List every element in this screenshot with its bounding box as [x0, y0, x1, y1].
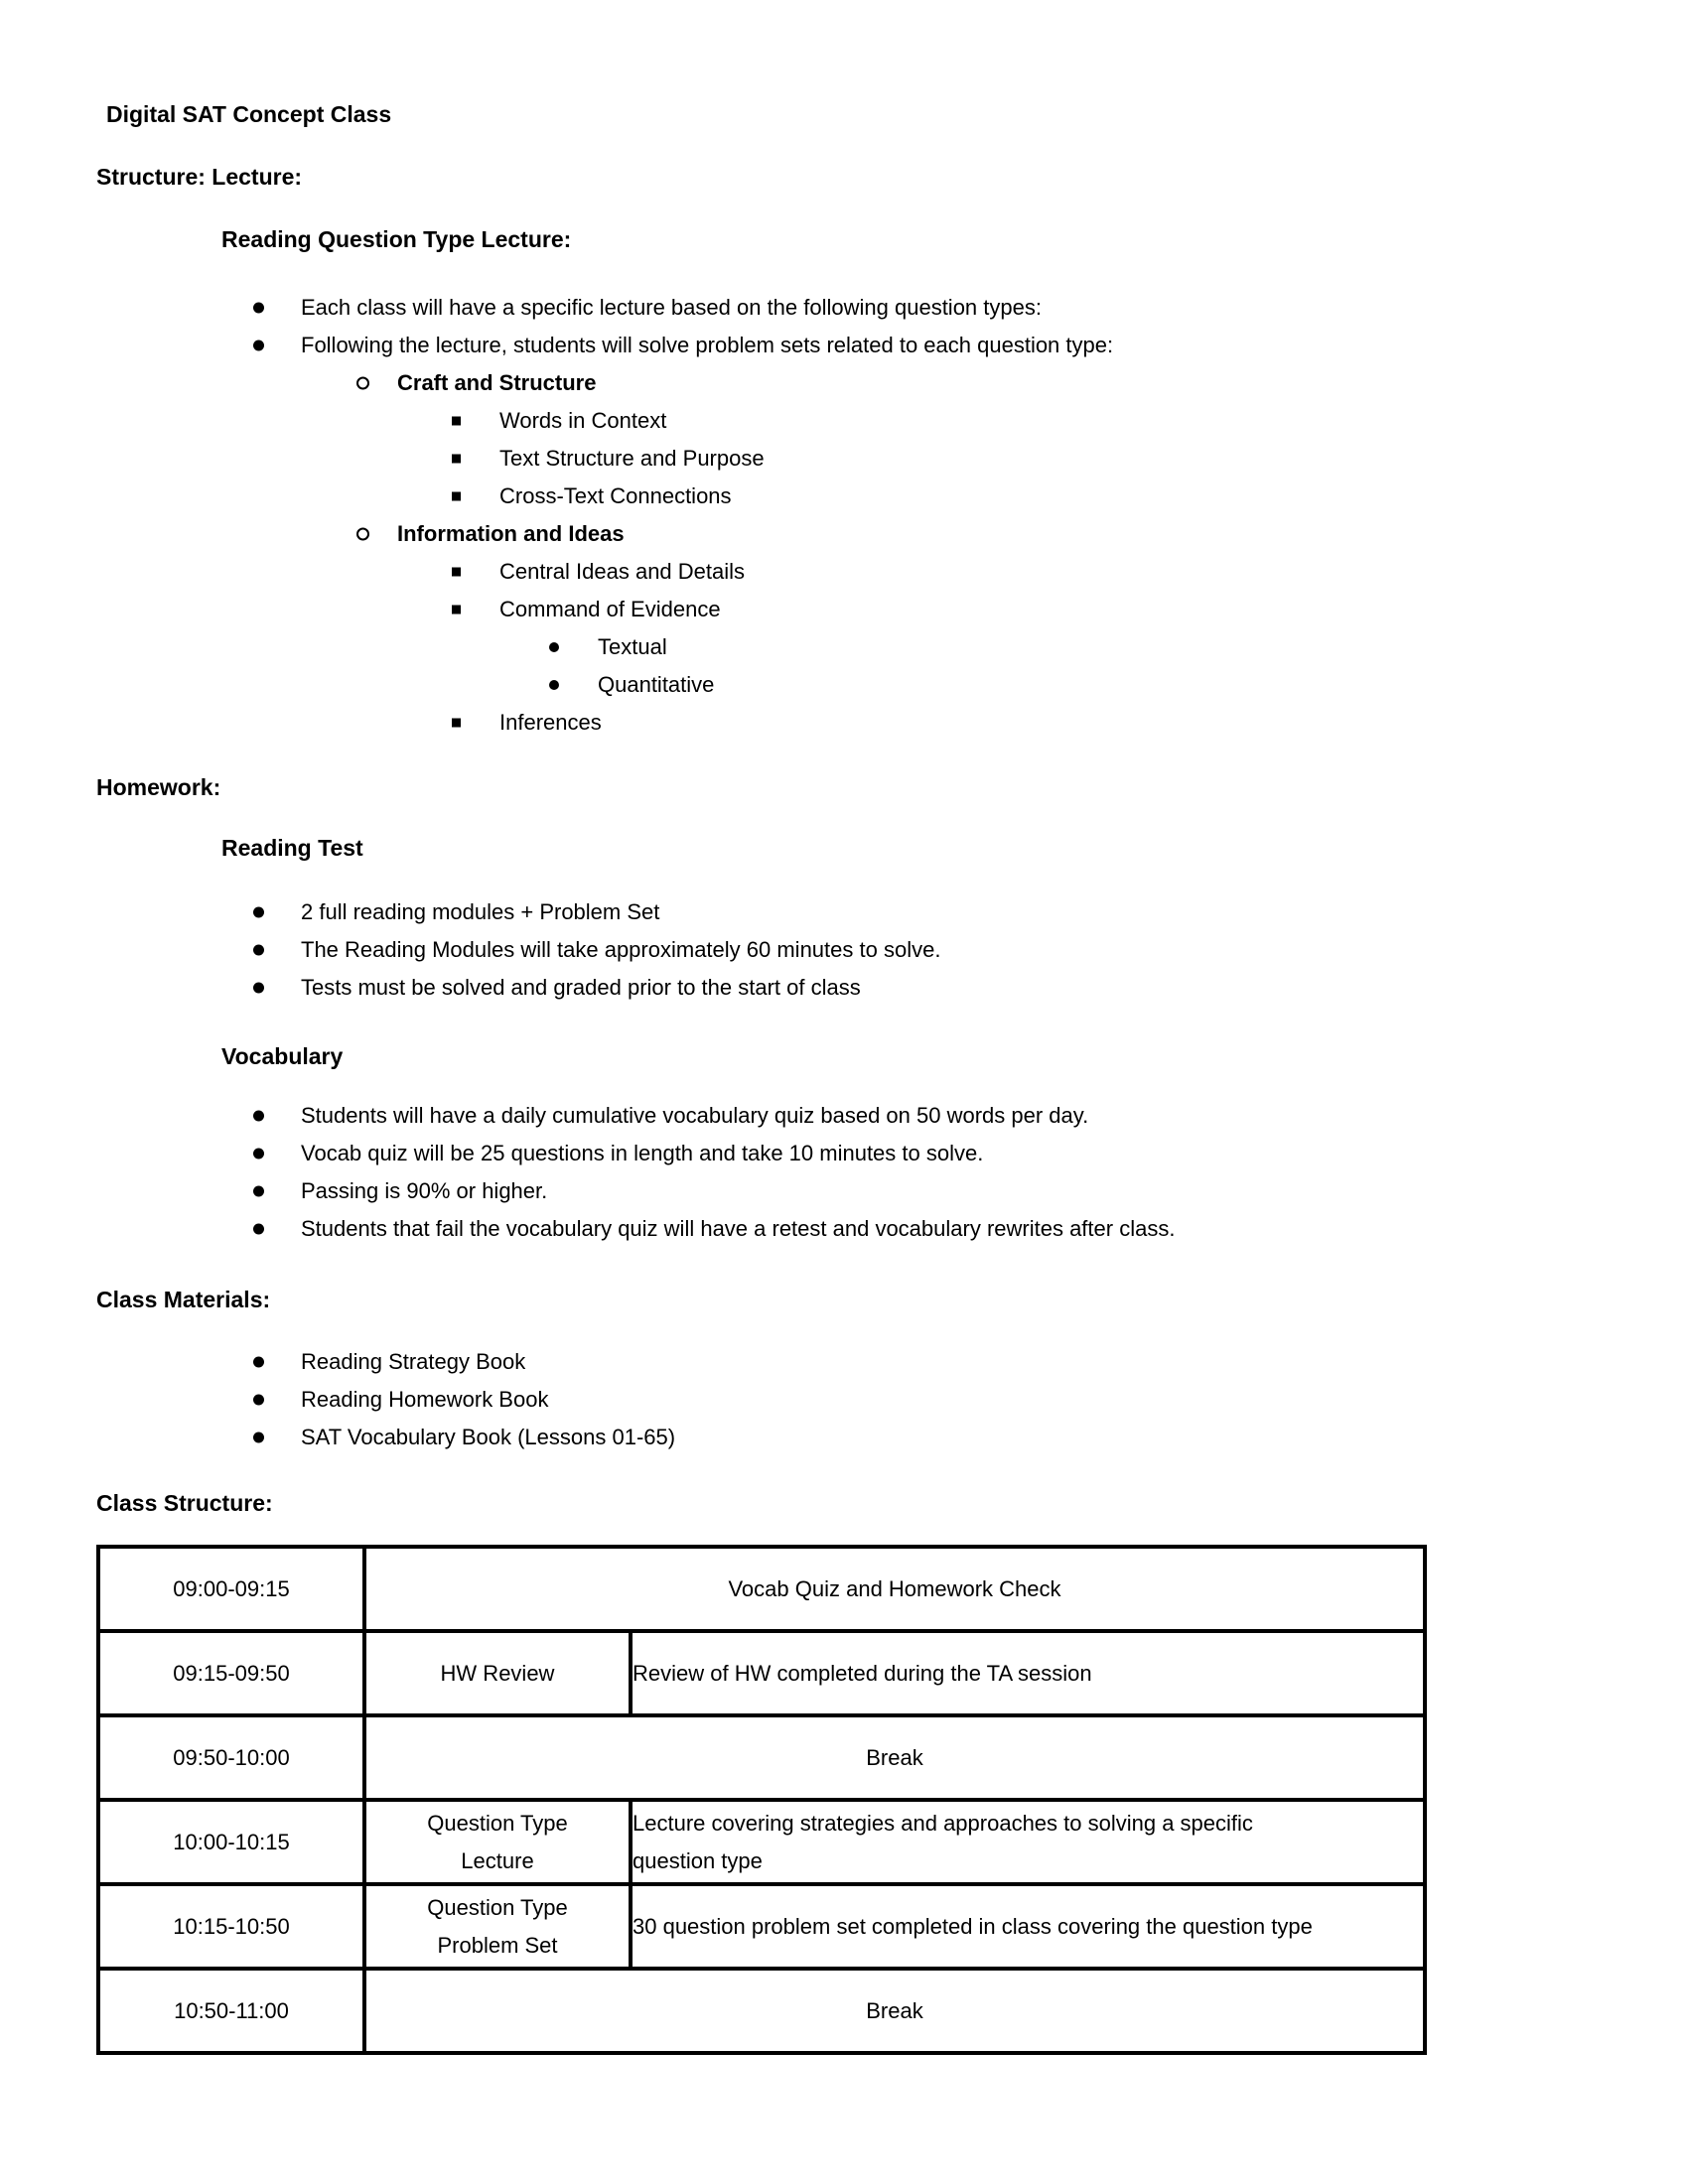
- list-item: [96, 1210, 1609, 1248]
- description-cell: [631, 1884, 1425, 1969]
- list-item: [96, 289, 1609, 327]
- list-item: [96, 893, 1609, 931]
- list-item: [96, 1097, 1609, 1135]
- list-item: [96, 628, 1609, 666]
- list-item-text: Students will have a daily cumulative vocabulary quiz based on 50 words per day.: [301, 1103, 1089, 1128]
- list-item-craft-and-structure: [96, 364, 1609, 402]
- list-item: [96, 1135, 1609, 1172]
- schedule-row: [98, 1884, 1425, 1969]
- list-item-text: Command of Evidence: [499, 597, 721, 621]
- bullet-dot-icon: [253, 983, 264, 994]
- bullet-dot-icon: [253, 1357, 264, 1368]
- bullet-dot-icon: [253, 1111, 264, 1122]
- activity-text: HW Review: [440, 1661, 555, 1687]
- list-item: [96, 931, 1609, 969]
- description-cell: Break: [364, 1969, 1425, 2053]
- description-cell: [631, 1800, 1425, 1884]
- list-item-text: Words in Context: [499, 408, 667, 433]
- bullet-square-icon: [452, 568, 461, 577]
- schedule-row: [98, 1547, 1425, 1631]
- subheading-vocabulary: Vocabulary: [221, 1043, 344, 1069]
- bullet-circle-icon: [356, 377, 369, 390]
- schedule-row: [98, 1631, 1425, 1715]
- list-item: [96, 704, 1609, 742]
- list-item-text: The Reading Modules will take approximately 60 minutes to solve.: [301, 937, 941, 962]
- list-item: [96, 666, 1609, 704]
- bullet-square-icon: [452, 417, 461, 426]
- list-item-text: Passing is 90% or higher.: [301, 1178, 548, 1203]
- list-item-text: Textual: [598, 634, 667, 659]
- heading-class-structure: Class Structure:: [96, 1490, 273, 1516]
- description-text: Review of HW completed during the TA session: [633, 1661, 1092, 1687]
- bullet-dot-icon: [253, 1224, 264, 1235]
- bullet-dot-icon: [253, 1186, 264, 1197]
- structure-bullet-list: [96, 289, 1609, 742]
- bullet-square-icon: [452, 455, 461, 464]
- list-item-text: Craft and Structure: [397, 370, 597, 395]
- description-text: Lecture covering strategies and approaches to solving a specific question type: [633, 1810, 1253, 1873]
- list-item-text: Cross-Text Connections: [499, 483, 732, 508]
- list-item-text: Following the lecture, students will solve problem sets related to each question type:: [301, 333, 1114, 357]
- list-item: [96, 553, 1609, 591]
- schedule-row: [98, 1800, 1425, 1884]
- list-item-text: 2 full reading modules + Problem Set: [301, 899, 660, 924]
- list-item: [96, 327, 1609, 364]
- description-cell: Break: [364, 1715, 1425, 1800]
- reading-test-bullet-list: [96, 893, 1609, 1007]
- time-cell: 09:50-10:00: [98, 1715, 364, 1800]
- time-cell: 09:00-09:15: [98, 1547, 364, 1631]
- subheading-reading-question-type-lecture: Reading Question Type Lecture:: [221, 226, 572, 252]
- bullet-dot-icon: [253, 303, 264, 314]
- heading-homework: Homework:: [96, 774, 221, 800]
- description-cell: Vocab Quiz and Homework Check: [364, 1547, 1425, 1631]
- heading-class-materials: Class Materials:: [96, 1287, 271, 1312]
- list-item: [96, 1343, 1609, 1381]
- bullet-dot-icon: [549, 642, 559, 652]
- list-item-text: Each class will have a specific lecture based on the following question types:: [301, 295, 1042, 320]
- bullet-dot-icon: [253, 341, 264, 351]
- list-item: [96, 1172, 1609, 1210]
- description-text: 30 question problem set completed in class covering the question type: [633, 1914, 1313, 1940]
- description-cell: [631, 1631, 1425, 1715]
- time-cell: 10:00-10:15: [98, 1800, 364, 1884]
- bullet-square-icon: [452, 719, 461, 728]
- list-item-text: Reading Homework Book: [301, 1387, 549, 1412]
- list-item-text: Students that fail the vocabulary quiz will have a retest and vocabulary rewrites after class.: [301, 1216, 1176, 1241]
- bullet-dot-icon: [253, 945, 264, 956]
- document-title: Digital SAT Concept Class: [106, 101, 392, 127]
- bullet-dot-icon: [549, 680, 559, 690]
- activity-text: Question Type Lecture: [427, 1810, 568, 1873]
- list-item: [96, 440, 1609, 478]
- list-item-text: Tests must be solved and graded prior to the start of class: [301, 975, 861, 1000]
- time-cell: 09:15-09:50: [98, 1631, 364, 1715]
- bullet-square-icon: [452, 492, 461, 501]
- list-item-text: Information and Ideas: [397, 521, 625, 546]
- activity-cell: [364, 1631, 631, 1715]
- bullet-dot-icon: [253, 1149, 264, 1160]
- list-item-text: Inferences: [499, 710, 602, 735]
- time-cell: 10:15-10:50: [98, 1884, 364, 1969]
- bullet-circle-icon: [356, 528, 369, 541]
- list-item-text: Central Ideas and Details: [499, 559, 746, 584]
- list-item-text: Text Structure and Purpose: [499, 446, 765, 471]
- vocabulary-bullet-list: [96, 1097, 1609, 1248]
- list-item-text: Vocab quiz will be 25 questions in length and take 10 minutes to solve.: [301, 1141, 984, 1165]
- class-materials-bullet-list: [96, 1343, 1609, 1456]
- activity-cell: [364, 1800, 631, 1884]
- list-item: [96, 969, 1609, 1007]
- list-item: [96, 1419, 1609, 1456]
- bullet-dot-icon: [253, 1395, 264, 1406]
- heading-structure-lecture: Structure: Lecture:: [96, 164, 303, 190]
- schedule-row: [98, 1969, 1425, 2053]
- activity-cell: [364, 1884, 631, 1969]
- bullet-square-icon: [452, 606, 461, 614]
- list-item: [96, 591, 1609, 628]
- time-cell: 10:50-11:00: [98, 1969, 364, 2053]
- list-item: [96, 478, 1609, 515]
- list-item-text: Reading Strategy Book: [301, 1349, 526, 1374]
- bullet-dot-icon: [253, 907, 264, 918]
- schedule-row: [98, 1715, 1425, 1800]
- list-item: [96, 402, 1609, 440]
- list-item-text: SAT Vocabulary Book (Lessons 01-65): [301, 1425, 676, 1449]
- subheading-reading-test: Reading Test: [221, 835, 363, 861]
- activity-text: Question Type Problem Set: [427, 1894, 568, 1958]
- list-item-information-and-ideas: [96, 515, 1609, 553]
- bullet-dot-icon: [253, 1433, 264, 1443]
- list-item: [96, 1381, 1609, 1419]
- class-schedule-table: [96, 1545, 1427, 2055]
- list-item-text: Quantitative: [598, 672, 715, 697]
